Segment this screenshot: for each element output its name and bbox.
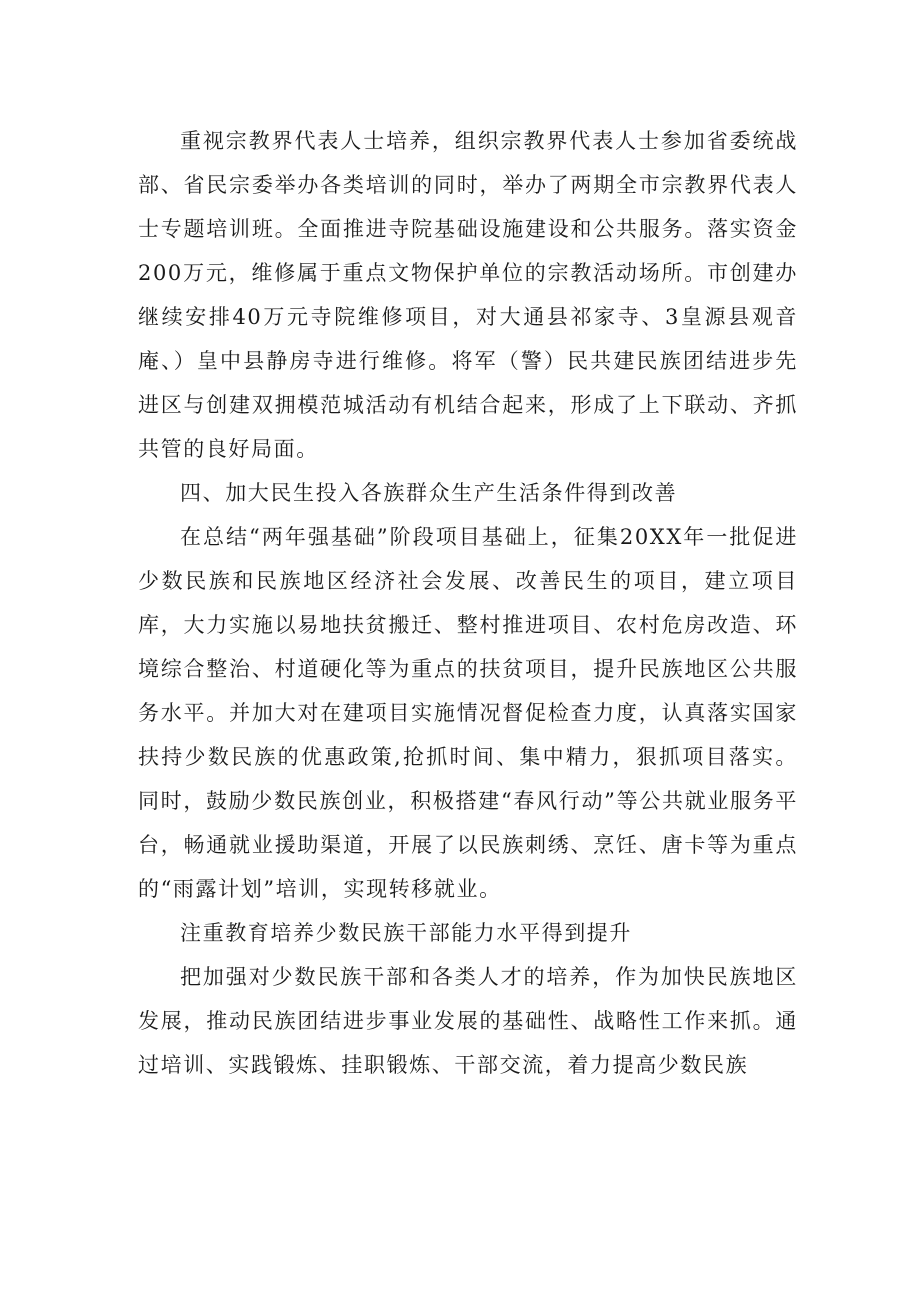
section-heading-livelihood: 四、加大民生投入各族群众生产生活条件得到改善 <box>180 481 678 505</box>
paragraph-religious-training: 重视宗教界代表人士培养，组织宗教界代表人士参加省委统战部、省民宗委举办各类培训的同时，举办了两期全市宗教界代表人士专题培训班。全面推进寺院基础设施建设和公共服务。落实资金200万元，维修属于重点文物保护单位的宗教活动场所。市创建办继续安排40万元寺院维修项目，对大通县祁家寺、3皇源县观音庵、）皇中县静房寺进行维修。将军（警）民共建民族团结进步先进区与创建双拥模范城活动有机结合起来，形成了上下联动、齐抓共管的良好局面。 <box>138 129 798 461</box>
paragraph-cadre-development: 把加强对少数民族干部和各类人才的培养，作为加快民族地区发展，推动民族团结进步事业发展的基础性、战略性工作来抓。通过培训、实践锻炼、挂职锻炼、干部交流，着力提高少数民族 <box>138 965 798 1077</box>
section-heading-cadre-training: 注重教育培养少数民族干部能力水平得到提升 <box>180 921 632 945</box>
paragraph-livelihood-projects: 在总结“两年强基础”阶段项目基础上，征集20XX年一批促进少数民族和民族地区经济社会发展、改善民生的项目，建立项目库，大力实施以易地扶贫搬迁、整村推进项目、农村危房改造、环境综合整治、村道硬化等为重点的扶贫项目，提升民族地区公共服务水平。并加大对在建项目实施情况督促检查力度，认真落实国家扶持少数民族的优惠政策,抢抓时间、集中精力，狠抓项目落实。同时，鼓励少数民族创业，积极搭建“春风行动”等公共就业服务平台，畅通就业援助渠道，开展了以民族刺绣、烹饪、唐卡等为重点的“雨露计划”培训，实现转移就业。 <box>138 525 798 901</box>
document-page <box>138 119 798 1087</box>
